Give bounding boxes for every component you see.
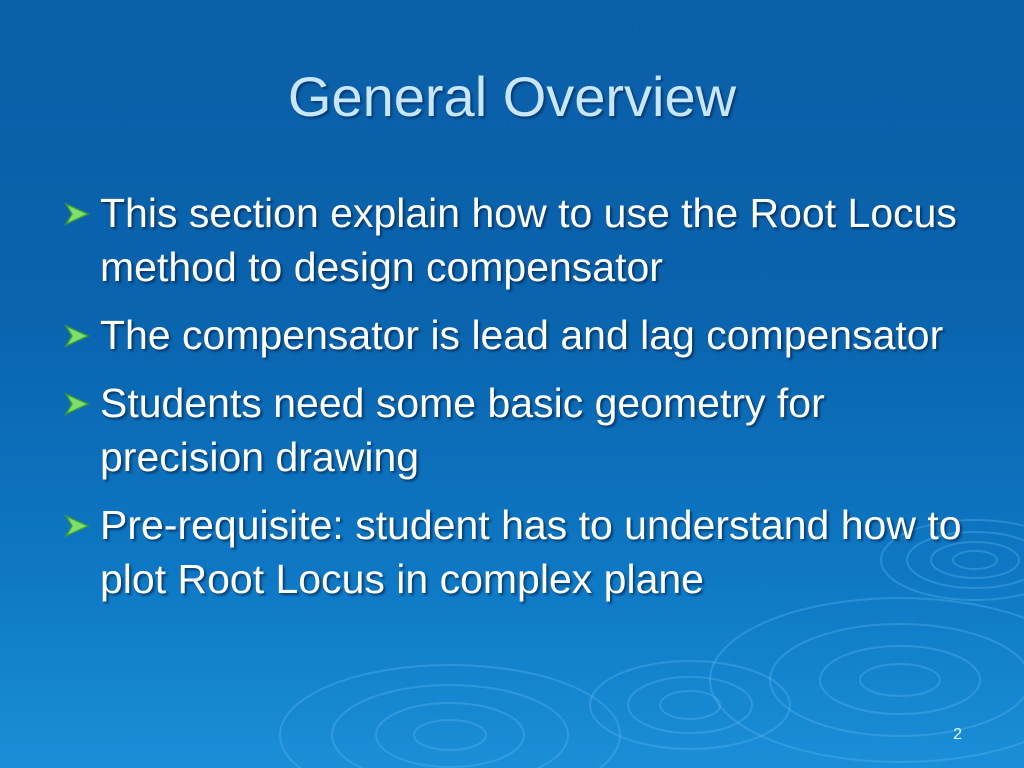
page-number: 2 <box>953 726 962 743</box>
arrow-bullet-icon <box>64 514 90 538</box>
list-item <box>62 498 962 606</box>
arrow-bullet-icon <box>64 324 90 348</box>
bullet-list <box>62 186 962 620</box>
slide-title: General Overview <box>287 65 737 128</box>
list-item <box>62 186 962 294</box>
arrow-bullet-icon <box>64 202 90 226</box>
list-item <box>62 376 962 484</box>
bullet-text: The compensator is lead and lag compensator <box>100 312 944 358</box>
bullet-text: Students need some basic geometry for precision drawing <box>100 380 825 480</box>
arrow-bullet-icon <box>64 392 90 416</box>
bullet-text: This section explain how to use the Root Locus method to design compensator <box>100 190 957 290</box>
bullet-text: Pre-requisite: student has to understand how to plot Root Locus in complex plane <box>100 502 962 602</box>
list-item <box>62 308 962 362</box>
